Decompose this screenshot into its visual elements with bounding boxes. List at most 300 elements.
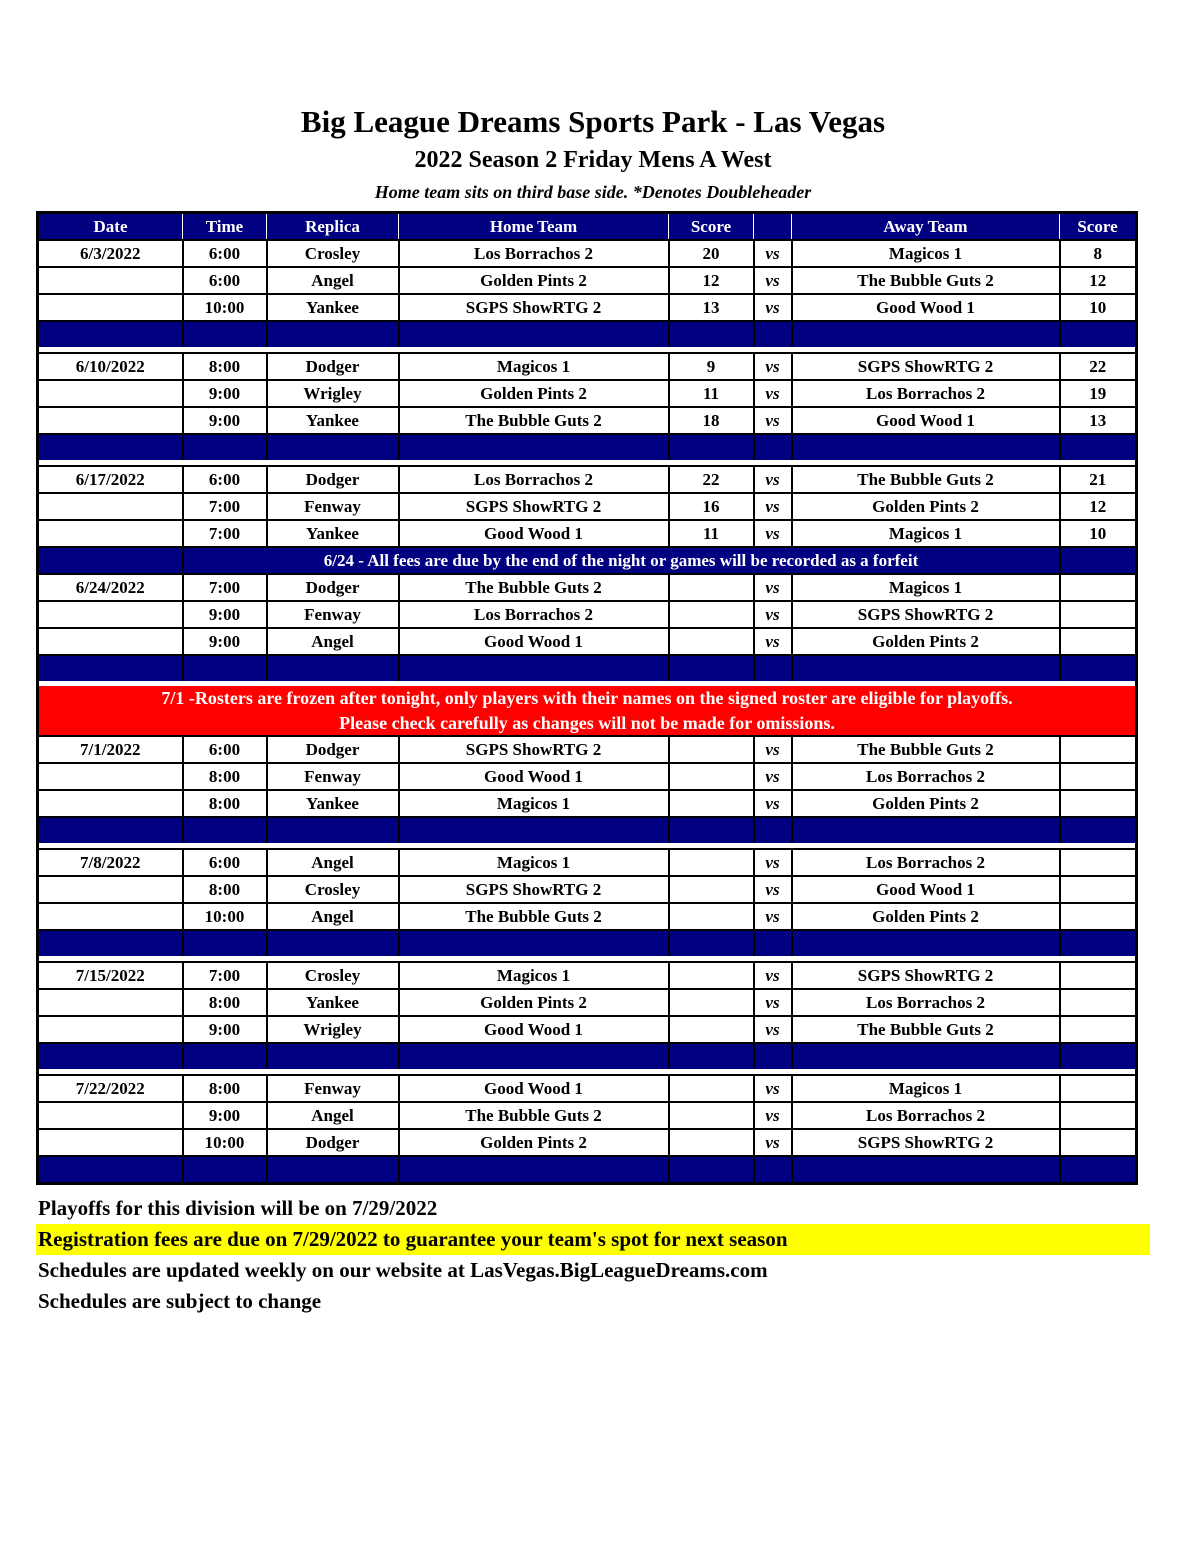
home-team-cell: Golden Pints 2 — [399, 380, 669, 407]
date-cell: 6/24/2022 — [38, 574, 183, 601]
vs-label: vs — [754, 267, 792, 294]
time-cell: 7:00 — [183, 574, 267, 601]
replica-cell: Dodger — [267, 353, 399, 380]
date-cell: 6/17/2022 — [38, 466, 183, 493]
separator-cell — [399, 817, 669, 843]
separator-cell — [669, 434, 754, 460]
game-row — [38, 903, 1137, 930]
vs-label: vs — [754, 574, 792, 601]
rosters-notice-line: 7/1 -Rosters are frozen after tonight, only players with their names on the signed roster are eligible for playoffs. — [161, 688, 1013, 709]
time-cell: 10:00 — [183, 903, 267, 930]
date-cell — [38, 520, 183, 547]
rosters-notice-line: Please check carefully as changes will not be made for omissions. — [339, 712, 835, 733]
column-header-vs — [754, 213, 792, 241]
replica-cell: Angel — [267, 267, 399, 294]
home-score-cell: 11 — [669, 520, 754, 547]
home-team-cell: Good Wood 1 — [399, 763, 669, 790]
separator-cell — [792, 655, 1060, 681]
away-team-cell: Magicos 1 — [792, 240, 1060, 267]
separator-cell — [183, 434, 267, 460]
replica-cell: Wrigley — [267, 1016, 399, 1043]
vs-label: vs — [754, 628, 792, 655]
page-title: Big League Dreams Sports Park - Las Vegas — [300, 104, 886, 139]
time-cell: 6:00 — [183, 240, 267, 267]
vs-label: vs — [754, 1016, 792, 1043]
away-score-cell: 12 — [1060, 267, 1137, 294]
home-team-cell: Golden Pints 2 — [399, 1129, 669, 1156]
separator-cell — [792, 321, 1060, 347]
date-cell — [38, 763, 183, 790]
fees-notice-row — [38, 547, 1137, 574]
home-score-cell — [669, 1016, 754, 1043]
away-team-cell: Golden Pints 2 — [792, 790, 1060, 817]
away-score-cell — [1060, 962, 1137, 989]
home-score-cell: 22 — [669, 466, 754, 493]
home-score-cell — [669, 628, 754, 655]
separator-cell — [183, 1156, 267, 1184]
time-cell: 7:00 — [183, 520, 267, 547]
home-score-cell — [669, 790, 754, 817]
table-header-row — [38, 213, 1137, 241]
separator-cell — [38, 930, 183, 956]
separator-cell — [1060, 655, 1137, 681]
date-cell: 7/1/2022 — [38, 736, 183, 763]
away-team-cell: SGPS ShowRTG 2 — [792, 962, 1060, 989]
away-score-cell: 10 — [1060, 520, 1137, 547]
vs-label: vs — [754, 1102, 792, 1129]
away-team-cell: Good Wood 1 — [792, 294, 1060, 321]
home-score-cell — [669, 1129, 754, 1156]
home-score-cell: 20 — [669, 240, 754, 267]
fees-notice-right-cell — [1060, 547, 1137, 574]
home-team-cell: Magicos 1 — [399, 849, 669, 876]
rosters-notice-row — [38, 686, 1137, 736]
separator-cell — [399, 930, 669, 956]
separator-cell — [669, 1156, 754, 1184]
home-team-cell: SGPS ShowRTG 2 — [399, 736, 669, 763]
away-team-cell: Magicos 1 — [792, 520, 1060, 547]
away-score-cell: 10 — [1060, 294, 1137, 321]
replica-cell: Fenway — [267, 601, 399, 628]
home-team-cell: Los Borrachos 2 — [399, 466, 669, 493]
separator-cell — [1060, 434, 1137, 460]
separator-cell — [669, 817, 754, 843]
time-cell: 8:00 — [183, 353, 267, 380]
home-score-cell — [669, 876, 754, 903]
time-cell: 9:00 — [183, 1016, 267, 1043]
away-team-cell: SGPS ShowRTG 2 — [792, 601, 1060, 628]
vs-label: vs — [754, 353, 792, 380]
date-cell — [38, 1129, 183, 1156]
rosters-notice-text — [38, 686, 1137, 736]
separator-cell — [399, 1156, 669, 1184]
playoffs-note: Playoffs for this division will be on 7/29/2022 — [38, 1196, 438, 1221]
replica-cell: Yankee — [267, 407, 399, 434]
column-header-home-team: Home Team — [399, 213, 669, 241]
separator-row — [38, 321, 1137, 347]
separator-cell — [754, 1043, 792, 1069]
replica-cell: Yankee — [267, 790, 399, 817]
time-cell: 6:00 — [183, 466, 267, 493]
date-cell — [38, 790, 183, 817]
time-cell: 9:00 — [183, 1102, 267, 1129]
column-header-away-score: Score — [1060, 213, 1137, 241]
time-cell: 7:00 — [183, 962, 267, 989]
away-score-cell — [1060, 790, 1137, 817]
separator-cell — [754, 434, 792, 460]
date-cell — [38, 380, 183, 407]
game-row — [38, 628, 1137, 655]
replica-cell: Yankee — [267, 520, 399, 547]
home-team-cell: Los Borrachos 2 — [399, 601, 669, 628]
date-cell: 6/3/2022 — [38, 240, 183, 267]
time-cell: 9:00 — [183, 407, 267, 434]
home-team-cell: SGPS ShowRTG 2 — [399, 294, 669, 321]
separator-cell — [267, 1156, 399, 1184]
home-team-cell: Good Wood 1 — [399, 1075, 669, 1102]
date-cell — [38, 628, 183, 655]
vs-label: vs — [754, 601, 792, 628]
separator-cell — [183, 930, 267, 956]
date-cell — [38, 989, 183, 1016]
separator-cell — [792, 1156, 1060, 1184]
fees-notice-left-cell — [38, 547, 183, 574]
separator-cell — [792, 434, 1060, 460]
separator-cell — [267, 930, 399, 956]
date-cell: 7/8/2022 — [38, 849, 183, 876]
vs-label: vs — [754, 493, 792, 520]
replica-cell: Angel — [267, 849, 399, 876]
away-team-cell: Magicos 1 — [792, 1075, 1060, 1102]
footer — [36, 1193, 1150, 1317]
game-row — [38, 267, 1137, 294]
separator-row — [38, 434, 1137, 460]
game-row — [38, 601, 1137, 628]
date-cell — [38, 1102, 183, 1129]
away-score-cell — [1060, 601, 1137, 628]
home-score-cell: 18 — [669, 407, 754, 434]
replica-cell: Dodger — [267, 1129, 399, 1156]
game-row — [38, 736, 1137, 763]
home-score-cell: 12 — [669, 267, 754, 294]
replica-cell: Dodger — [267, 574, 399, 601]
home-team-cell: SGPS ShowRTG 2 — [399, 493, 669, 520]
away-team-cell: Los Borrachos 2 — [792, 1102, 1060, 1129]
time-cell: 6:00 — [183, 849, 267, 876]
vs-label: vs — [754, 1075, 792, 1102]
game-row — [38, 493, 1137, 520]
game-row — [38, 520, 1137, 547]
vs-label: vs — [754, 876, 792, 903]
home-score-cell: 13 — [669, 294, 754, 321]
replica-cell: Angel — [267, 1102, 399, 1129]
vs-label: vs — [754, 407, 792, 434]
separator-cell — [38, 434, 183, 460]
away-score-cell — [1060, 903, 1137, 930]
separator-cell — [399, 321, 669, 347]
separator-cell — [1060, 321, 1137, 347]
separator-cell — [1060, 1043, 1137, 1069]
separator-cell — [38, 1043, 183, 1069]
page — [36, 0, 1150, 1317]
separator-cell — [267, 434, 399, 460]
separator-cell — [183, 1043, 267, 1069]
home-score-cell — [669, 601, 754, 628]
separator-cell — [183, 321, 267, 347]
fees-notice-text: 6/24 - All fees are due by the end of the night or games will be recorded as a forfeit — [183, 547, 1060, 574]
vs-label: vs — [754, 466, 792, 493]
time-cell: 8:00 — [183, 763, 267, 790]
separator-cell — [754, 655, 792, 681]
away-score-cell — [1060, 736, 1137, 763]
date-cell — [38, 493, 183, 520]
separator-cell — [792, 1043, 1060, 1069]
away-team-cell: Golden Pints 2 — [792, 903, 1060, 930]
separator-row — [38, 930, 1137, 956]
registration-fees-note: Registration fees are due on 7/29/2022 to guarantee your team's spot for next season — [36, 1224, 1150, 1255]
home-team-cell: The Bubble Guts 2 — [399, 903, 669, 930]
separator-cell — [669, 930, 754, 956]
separator-cell — [183, 655, 267, 681]
page-note: Home team sits on third base side. *Denotes Doubleheader — [374, 182, 812, 203]
home-score-cell — [669, 849, 754, 876]
website-note: Schedules are updated weekly on our website at LasVegas.BigLeagueDreams.com — [38, 1258, 768, 1283]
game-row — [38, 466, 1137, 493]
separator-cell — [267, 1043, 399, 1069]
home-score-cell — [669, 736, 754, 763]
time-cell: 8:00 — [183, 790, 267, 817]
home-score-cell: 9 — [669, 353, 754, 380]
away-team-cell: Magicos 1 — [792, 574, 1060, 601]
separator-row — [38, 1043, 1137, 1069]
away-team-cell: The Bubble Guts 2 — [792, 267, 1060, 294]
vs-label: vs — [754, 1129, 792, 1156]
separator-cell — [669, 655, 754, 681]
away-score-cell — [1060, 989, 1137, 1016]
separator-cell — [38, 655, 183, 681]
away-team-cell: The Bubble Guts 2 — [792, 736, 1060, 763]
away-score-cell — [1060, 1016, 1137, 1043]
game-row — [38, 407, 1137, 434]
away-score-cell — [1060, 574, 1137, 601]
vs-label: vs — [754, 763, 792, 790]
date-cell: 6/10/2022 — [38, 353, 183, 380]
away-team-cell: Los Borrachos 2 — [792, 849, 1060, 876]
away-team-cell: SGPS ShowRTG 2 — [792, 353, 1060, 380]
away-team-cell: Good Wood 1 — [792, 876, 1060, 903]
separator-cell — [38, 1156, 183, 1184]
away-score-cell — [1060, 628, 1137, 655]
time-cell: 9:00 — [183, 380, 267, 407]
separator-cell — [754, 817, 792, 843]
replica-cell: Fenway — [267, 763, 399, 790]
vs-label: vs — [754, 849, 792, 876]
separator-cell — [754, 930, 792, 956]
separator-cell — [38, 817, 183, 843]
separator-row — [38, 655, 1137, 681]
separator-cell — [267, 321, 399, 347]
separator-cell — [754, 1156, 792, 1184]
home-team-cell: The Bubble Guts 2 — [399, 1102, 669, 1129]
replica-cell: Yankee — [267, 989, 399, 1016]
replica-cell: Angel — [267, 628, 399, 655]
vs-label: vs — [754, 903, 792, 930]
vs-label: vs — [754, 790, 792, 817]
time-cell: 6:00 — [183, 736, 267, 763]
away-team-cell: The Bubble Guts 2 — [792, 1016, 1060, 1043]
subject-to-change-note: Schedules are subject to change — [38, 1289, 322, 1314]
away-score-cell — [1060, 763, 1137, 790]
game-row — [38, 1075, 1137, 1102]
separator-cell — [267, 655, 399, 681]
replica-cell: Crosley — [267, 240, 399, 267]
separator-cell — [669, 321, 754, 347]
separator-cell — [669, 1043, 754, 1069]
away-score-cell — [1060, 849, 1137, 876]
away-team-cell: Golden Pints 2 — [792, 628, 1060, 655]
game-row — [38, 353, 1137, 380]
replica-cell: Yankee — [267, 294, 399, 321]
game-row — [38, 1129, 1137, 1156]
game-row — [38, 240, 1137, 267]
separator-cell — [399, 1043, 669, 1069]
date-cell — [38, 903, 183, 930]
separator-row — [38, 817, 1137, 843]
date-cell — [38, 267, 183, 294]
vs-label: vs — [754, 989, 792, 1016]
game-row — [38, 849, 1137, 876]
time-cell: 10:00 — [183, 294, 267, 321]
home-score-cell — [669, 962, 754, 989]
vs-label: vs — [754, 962, 792, 989]
replica-cell: Wrigley — [267, 380, 399, 407]
schedule-table-body — [38, 240, 1137, 1183]
home-score-cell — [669, 574, 754, 601]
home-team-cell: Good Wood 1 — [399, 520, 669, 547]
away-score-cell: 21 — [1060, 466, 1137, 493]
date-cell — [38, 601, 183, 628]
vs-label: vs — [754, 240, 792, 267]
away-score-cell: 12 — [1060, 493, 1137, 520]
away-score-cell — [1060, 1102, 1137, 1129]
away-score-cell — [1060, 1129, 1137, 1156]
time-cell: 8:00 — [183, 876, 267, 903]
home-score-cell — [669, 989, 754, 1016]
replica-cell: Fenway — [267, 493, 399, 520]
time-cell: 9:00 — [183, 628, 267, 655]
away-score-cell — [1060, 876, 1137, 903]
vs-label: vs — [754, 380, 792, 407]
home-team-cell: The Bubble Guts 2 — [399, 407, 669, 434]
date-cell: 7/15/2022 — [38, 962, 183, 989]
game-row — [38, 1102, 1137, 1129]
separator-cell — [399, 434, 669, 460]
time-cell: 8:00 — [183, 1075, 267, 1102]
home-score-cell — [669, 903, 754, 930]
time-cell: 8:00 — [183, 989, 267, 1016]
separator-row — [38, 1156, 1137, 1184]
vs-label: vs — [754, 294, 792, 321]
game-row — [38, 574, 1137, 601]
game-row — [38, 294, 1137, 321]
column-header-time: Time — [183, 213, 267, 241]
home-score-cell: 16 — [669, 493, 754, 520]
game-row — [38, 763, 1137, 790]
away-score-cell — [1060, 1075, 1137, 1102]
replica-cell: Angel — [267, 903, 399, 930]
away-team-cell: Los Borrachos 2 — [792, 380, 1060, 407]
home-team-cell: Magicos 1 — [399, 790, 669, 817]
column-header-replica: Replica — [267, 213, 399, 241]
separator-cell — [792, 817, 1060, 843]
game-row — [38, 1016, 1137, 1043]
home-team-cell: Good Wood 1 — [399, 628, 669, 655]
time-cell: 6:00 — [183, 267, 267, 294]
replica-cell: Crosley — [267, 962, 399, 989]
separator-cell — [183, 817, 267, 843]
replica-cell: Crosley — [267, 876, 399, 903]
home-team-cell: The Bubble Guts 2 — [399, 574, 669, 601]
away-score-cell: 22 — [1060, 353, 1137, 380]
game-row — [38, 380, 1137, 407]
away-score-cell: 8 — [1060, 240, 1137, 267]
game-row — [38, 876, 1137, 903]
away-score-cell: 19 — [1060, 380, 1137, 407]
separator-cell — [792, 930, 1060, 956]
home-team-cell: SGPS ShowRTG 2 — [399, 876, 669, 903]
vs-label: vs — [754, 736, 792, 763]
column-header-date: Date — [38, 213, 183, 241]
replica-cell: Fenway — [267, 1075, 399, 1102]
time-cell: 7:00 — [183, 493, 267, 520]
home-team-cell: Magicos 1 — [399, 962, 669, 989]
date-cell — [38, 294, 183, 321]
away-team-cell: The Bubble Guts 2 — [792, 466, 1060, 493]
vs-label: vs — [754, 520, 792, 547]
home-score-cell — [669, 1102, 754, 1129]
separator-cell — [267, 817, 399, 843]
game-row — [38, 790, 1137, 817]
separator-cell — [1060, 817, 1137, 843]
home-team-cell: Los Borrachos 2 — [399, 240, 669, 267]
separator-cell — [399, 655, 669, 681]
away-team-cell: Golden Pints 2 — [792, 493, 1060, 520]
time-cell: 10:00 — [183, 1129, 267, 1156]
home-score-cell: 11 — [669, 380, 754, 407]
home-score-cell — [669, 1075, 754, 1102]
schedule-table — [36, 211, 1138, 1185]
time-cell: 9:00 — [183, 601, 267, 628]
date-cell — [38, 876, 183, 903]
separator-cell — [38, 321, 183, 347]
date-cell — [38, 1016, 183, 1043]
page-subtitle: 2022 Season 2 Friday Mens A West — [414, 146, 772, 173]
separator-cell — [1060, 930, 1137, 956]
replica-cell: Dodger — [267, 466, 399, 493]
home-team-cell: Golden Pints 2 — [399, 989, 669, 1016]
separator-cell — [754, 321, 792, 347]
home-score-cell — [669, 763, 754, 790]
date-cell — [38, 407, 183, 434]
away-team-cell: Los Borrachos 2 — [792, 989, 1060, 1016]
home-team-cell: Magicos 1 — [399, 353, 669, 380]
away-team-cell: SGPS ShowRTG 2 — [792, 1129, 1060, 1156]
game-row — [38, 989, 1137, 1016]
replica-cell: Dodger — [267, 736, 399, 763]
date-cell: 7/22/2022 — [38, 1075, 183, 1102]
column-header-away-team: Away Team — [792, 213, 1060, 241]
away-team-cell: Los Borrachos 2 — [792, 763, 1060, 790]
